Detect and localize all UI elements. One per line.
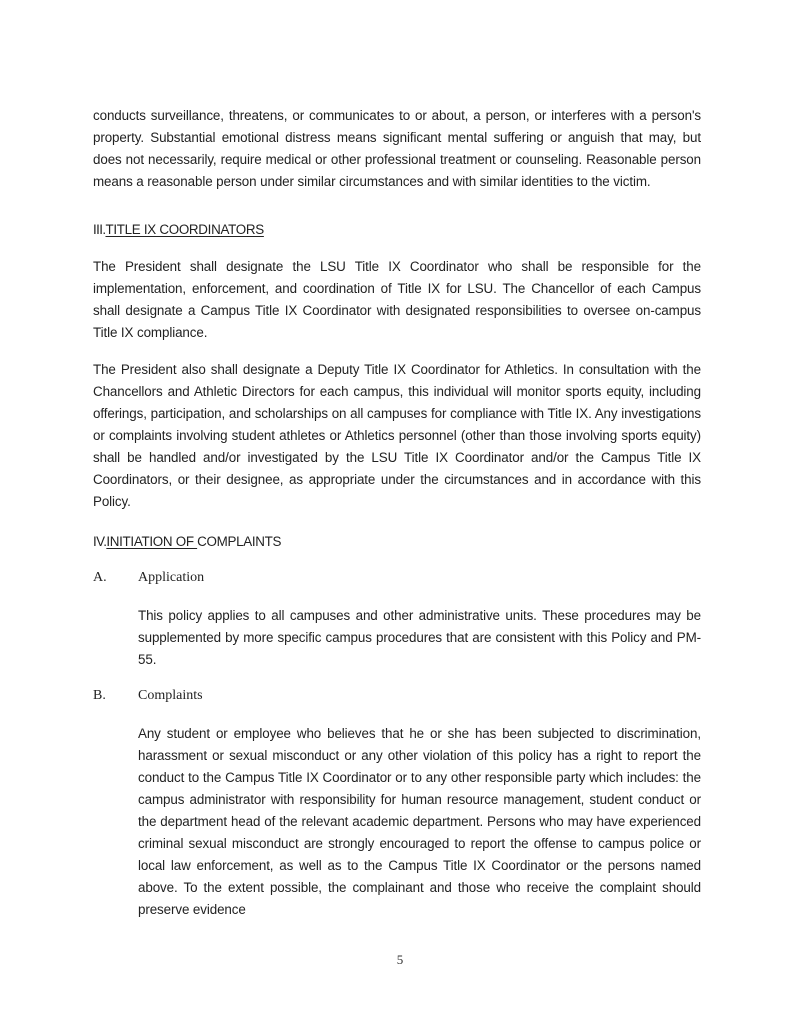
- subsection-title-complaints: Complaints: [138, 688, 203, 703]
- section-title-rest: COMPLAINTS: [197, 534, 282, 549]
- page-number: 5: [396, 952, 404, 967]
- section-heading-title-ix-coordinators: [93, 221, 264, 239]
- complaints-paragraph: Any student or employee who believes that he or she has been subjected to discrimination, harassment or sexual misconduct or any other violation of this policy has a right to report the conduct to the Campus Title IX Coordinator or to any other responsible party which includes: the campus administrator with responsibility for human resource management, student conduct or the department head of the relevant academic department. Persons who may have experienced criminal sexual misconduct are strongly encouraged to report the offense to campus police or local law enforcement, as well as to the Campus Title IX Coordinator or the persons named above. To the extent possible, the complainant and those who receive the complaint should preserve evidence: [138, 726, 701, 917]
- subsection-letter-a: A.: [93, 570, 107, 585]
- subsection-title-application: Application: [138, 570, 205, 585]
- coordinator-paragraph-1: The President shall designate the LSU Title IX Coordinator who shall be responsible for the implementation, enforcement, and coordination of Title IX for LSU. The Chancellor of each Campus shall designate a Campus Title IX Coordinator with designated responsibilities to oversee on-campus Title IX compliance.: [93, 259, 701, 340]
- application-paragraph: This policy applies to all campuses and other administrative units. These procedures may be supplemented by more specific campus procedures that are consistent with this Policy and PM-55.: [138, 608, 701, 667]
- subsection-letter-b: B.: [93, 688, 106, 703]
- section-number: IV.: [93, 534, 107, 549]
- section-number: III.: [93, 222, 106, 237]
- section-title: TITLE IX COORDINATORS: [105, 222, 264, 237]
- section-heading-initiation-of-complaints: [93, 533, 281, 551]
- continuation-paragraph: conducts surveillance, threatens, or communicates to or about, a person, or interferes with a person's property. Substantial emotional distress means significant mental suffering or anguish that may, but does not necessarily, require medical or other professional treatment or counseling. Reasonable person means a reasonable person under similar circumstances and with similar identities to the victim.: [93, 108, 701, 189]
- section-title-underlined: INITIATION OF: [106, 534, 198, 549]
- coordinator-paragraph-2: The President also shall designate a Deputy Title IX Coordinator for Athletics. In consultation with the Chancellors and Athletic Directors for each campus, this individual will monitor sports equity, including offerings, participation, and scholarships on all campuses for compliance with Title IX. Any investigations or complaints involving student athletes or Athletics personnel (other than those involving sports equity) shall be handled and/or investigated by the LSU Title IX Coordinator and/or the Campus Title IX Coordinators, or their designee, as appropriate under the circumstances and in accordance with this Policy.: [93, 362, 701, 509]
